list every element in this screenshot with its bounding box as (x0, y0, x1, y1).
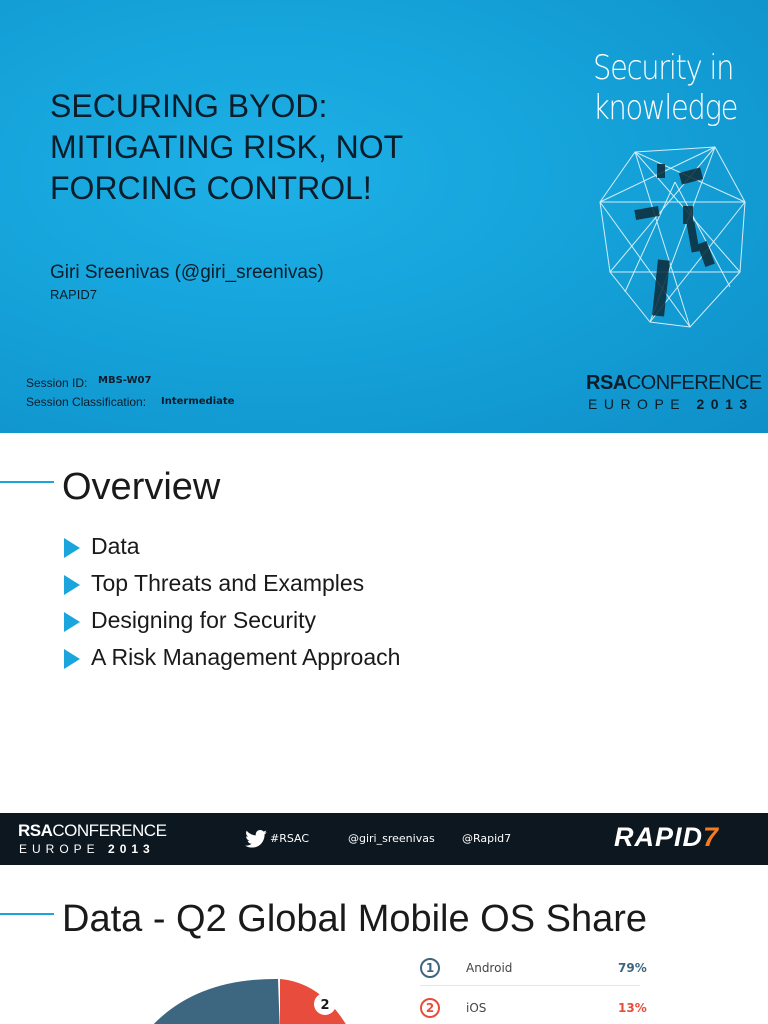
rapid7-logo (614, 822, 719, 853)
footer-twitter-handle: @giri_sreenivas (348, 832, 435, 845)
bullet-text: Top Threats and Examples (91, 570, 365, 596)
heading-accent-line (0, 913, 54, 915)
overview-slide (0, 433, 768, 865)
footer-rsa-subtitle-year: 2013 (108, 842, 155, 856)
title-slide (0, 0, 768, 433)
os-share-pie-chart (130, 973, 360, 1024)
pie-slice-android (144, 979, 280, 1024)
slide-heading: Data - Q2 Global Mobile OS Share (62, 898, 648, 940)
legend-rank-badge: 1 (420, 958, 440, 978)
tagline-line-2: knowledge (593, 88, 738, 128)
author-org: RAPID7 (50, 287, 97, 302)
footer-hashtag: #RSAC (270, 832, 310, 845)
rsa-subtitle-text: EUROPE (588, 396, 687, 412)
bullet-list (64, 533, 400, 681)
play-arrow-icon (64, 575, 80, 595)
legend-label: iOS (466, 1001, 487, 1015)
bullet-text: Data (91, 533, 140, 559)
play-arrow-icon (64, 538, 80, 558)
rapid7-logo-text: RAPID (614, 822, 704, 852)
heading-accent-line (0, 481, 54, 483)
legend-percent: 79% (618, 961, 647, 975)
legend-label: Android (466, 961, 513, 975)
legend-divider (420, 985, 640, 986)
bullet-item (64, 570, 400, 607)
legend-percent: 13% (618, 1001, 647, 1015)
polyhedron-illustration (595, 142, 755, 332)
tagline (593, 48, 737, 128)
footer-rsa-bold: RSA (18, 821, 53, 840)
legend-rank-badge: 2 (420, 998, 440, 1018)
bullet-item (64, 644, 400, 681)
session-id-value: MBS-W07 (98, 375, 152, 386)
rsa-logo-bold: RSA (586, 372, 627, 394)
rapid7-logo-seven: 7 (703, 822, 720, 852)
data-slide (0, 865, 768, 1024)
bullet-item (64, 607, 400, 644)
footer-rsa-logo (18, 821, 166, 841)
play-arrow-icon (64, 612, 80, 632)
bullet-text: A Risk Management Approach (91, 644, 401, 670)
slide-title-line-3: FORCING CONTROL! (50, 170, 372, 206)
rsa-conference-subtitle (588, 396, 754, 412)
pie-marker-label: 2 (320, 998, 330, 1013)
play-arrow-icon (64, 649, 80, 669)
footer-company-handle: @Rapid7 (462, 832, 512, 845)
legend-row-ios (420, 998, 660, 1024)
slide-title (50, 86, 520, 209)
slide-title-line-1: SECURING BYOD: (50, 88, 328, 124)
session-classification-value: Intermediate (161, 396, 235, 407)
session-classification-label: Session Classification: (26, 395, 147, 409)
slide-title-line-2: MITIGATING RISK, NOT (50, 129, 404, 165)
slide-footer (0, 813, 768, 865)
bullet-text: Designing for Security (91, 607, 316, 633)
author-name: Giri Sreenivas (@giri_sreenivas) (50, 262, 324, 283)
twitter-bird-icon (245, 830, 267, 848)
session-id-label: Session ID: (26, 376, 88, 390)
rsa-logo-rest: CONFERENCE (626, 372, 762, 394)
tagline-line-1: Security in (593, 48, 734, 88)
footer-rsa-subtitle-text: EUROPE (19, 842, 100, 856)
rsa-subtitle-year: 2013 (696, 396, 754, 412)
slide-heading: Overview (62, 466, 221, 508)
footer-rsa-subtitle (19, 842, 155, 856)
rsa-conference-logo (586, 372, 762, 395)
bullet-item (64, 533, 400, 570)
footer-rsa-rest: CONFERENCE (52, 821, 167, 840)
legend-row-android (420, 958, 660, 988)
